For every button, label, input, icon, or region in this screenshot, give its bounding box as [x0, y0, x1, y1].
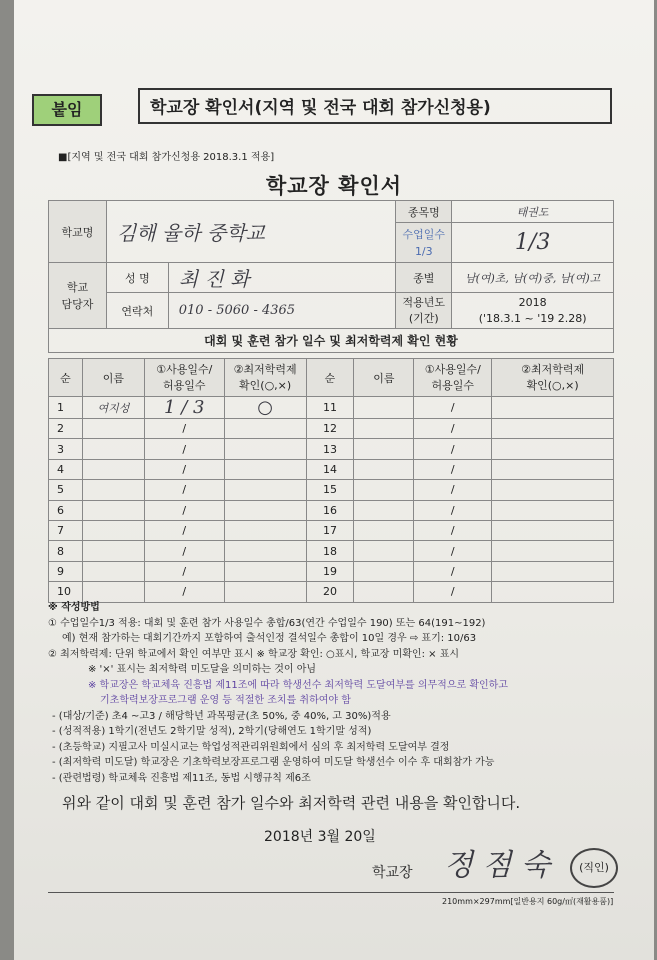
- row-no-2: 20: [306, 582, 354, 602]
- col-days: [144, 359, 224, 397]
- note-2: ② 최저학력제: 단위 학교에서 확인 여부만 표시 ※ 학교장 확인: ○표시, 학교장 미확인: × 표시: [48, 648, 460, 660]
- sport-label: 종목명: [396, 201, 452, 223]
- row-name: [82, 439, 144, 459]
- note-9: - (관련법령) 학교체육 진흥법 제11조, 동법 시행규칙 제6조: [52, 772, 311, 784]
- sport-value: 태권도: [452, 201, 614, 223]
- table-row: [49, 561, 614, 581]
- row-name-2: [354, 439, 414, 459]
- principal-signature: 정 점 숙: [444, 848, 551, 883]
- row-name: [82, 419, 144, 439]
- col-min-1: ②최저학력제: [233, 362, 297, 376]
- row-name: [82, 520, 144, 540]
- table-row: [49, 500, 614, 520]
- name-value: 최 진 화: [168, 263, 396, 293]
- row-name: [82, 459, 144, 479]
- row-no: 5: [49, 480, 83, 500]
- row-mark-2: [492, 419, 614, 439]
- row-mark-2: [492, 459, 614, 479]
- row-name-2: [354, 582, 414, 602]
- staff-label-cell: [49, 263, 107, 329]
- row-name-2: [354, 561, 414, 581]
- row-days: 1 / 3: [144, 397, 224, 419]
- col-days-2b: 허용일수: [431, 378, 474, 392]
- contact-label: 연락처: [106, 293, 168, 329]
- row-days-2: /: [414, 541, 492, 561]
- col-min-b: [492, 359, 614, 397]
- col-min: [224, 359, 306, 397]
- school-label: 학교명: [49, 201, 107, 263]
- header-title: 학교장 확인서(지역 및 전국 대회 참가신청용): [138, 88, 612, 124]
- col-min-2: 확인(○,×): [239, 378, 292, 392]
- row-days-2: /: [414, 582, 492, 602]
- row-no: 4: [49, 459, 83, 479]
- row-mark: [224, 561, 306, 581]
- category-label: 종별: [396, 263, 452, 293]
- row-mark-2: [492, 561, 614, 581]
- note-3: ※ '×' 표시는 최저학력 미도달을 의미하는 것이 아님: [88, 664, 317, 675]
- row-name-2: [354, 480, 414, 500]
- paper-info: 210mm×297mm[일반용지 60g/㎡(재활용품)]: [442, 897, 614, 906]
- table-row: [49, 459, 614, 479]
- row-name: [82, 541, 144, 561]
- row-days-2: /: [414, 561, 492, 581]
- col-no-2: 순: [306, 359, 354, 397]
- row-mark: [224, 419, 306, 439]
- row-mark: [224, 500, 306, 520]
- school-value: 김해 율하 중학교: [106, 201, 395, 263]
- row-no-2: 18: [306, 541, 354, 561]
- document-title: 학교장 확인서: [265, 174, 403, 198]
- year-value-cell: [452, 293, 614, 329]
- row-no: 6: [49, 500, 83, 520]
- col-days-2: 허용일수: [163, 378, 206, 392]
- col-days-1b: ①사용일수/: [424, 362, 481, 376]
- col-min-2b: 확인(○,×): [526, 378, 579, 392]
- table-row: [49, 520, 614, 540]
- row-mark: [224, 541, 306, 561]
- category-value: 남(여)초, 남(여)중, 남(여)고: [452, 263, 614, 293]
- days-ratio: 1/3: [414, 244, 433, 258]
- row-days: /: [144, 419, 224, 439]
- document-page: [14, 0, 654, 960]
- col-days-1: ①사용일수/: [156, 362, 213, 376]
- note-4b: 기초학력보장프로그램 운영 등 적절한 조치를 취하여야 함: [100, 695, 351, 706]
- note-4a: ※ 학교장은 학교체육 진흥법 제11조에 따라 학생선수 최저학력 도달여부를 의무적으로 확인하고: [88, 679, 508, 691]
- table-row: [49, 541, 614, 561]
- row-no: 9: [49, 561, 83, 581]
- row-mark-2: [492, 500, 614, 520]
- col-name: 이름: [82, 359, 144, 397]
- row-days: /: [144, 520, 224, 540]
- row-mark: [224, 459, 306, 479]
- table-row: [49, 582, 614, 602]
- row-mark-2: [492, 439, 614, 459]
- row-no-2: 15: [306, 480, 354, 500]
- name-label: 성 명: [106, 263, 168, 293]
- row-name: [82, 500, 144, 520]
- row-days-2: /: [414, 419, 492, 439]
- row-no-2: 11: [306, 397, 354, 419]
- year-range: ('18.3.1 ~ '19 2.28): [478, 311, 587, 325]
- table-row: [49, 397, 614, 419]
- row-name-2: [354, 520, 414, 540]
- col-name-2: 이름: [354, 359, 414, 397]
- staff-label-1: 학교: [66, 280, 89, 294]
- row-days-2: /: [414, 459, 492, 479]
- row-name-2: [354, 419, 414, 439]
- row-no-2: 17: [306, 520, 354, 540]
- table-row: [49, 480, 614, 500]
- note-5: - (대상/기준) 초4 ~고3 / 해당학년 과목평균(초 50%, 중 40%, 고 30%)적용: [52, 710, 391, 722]
- staff-label-2: 담당자: [61, 297, 94, 311]
- row-mark-2: [492, 541, 614, 561]
- row-days: /: [144, 480, 224, 500]
- row-no-2: 19: [306, 561, 354, 581]
- bottom-divider: [48, 892, 614, 893]
- row-no-2: 13: [306, 439, 354, 459]
- row-name-2: [354, 459, 414, 479]
- days-label-cell: [396, 223, 452, 263]
- row-days: /: [144, 500, 224, 520]
- note-8: - (최저학력 미도달) 학교장은 기초학력보장프로그램 운영하여 미도달 학생선수 이수 후 대회참가 가능: [52, 757, 495, 768]
- official-seal: (직인): [570, 848, 618, 888]
- row-name: [82, 582, 144, 602]
- row-days: /: [144, 582, 224, 602]
- row-name: [82, 480, 144, 500]
- year-label: 적용년도: [402, 295, 446, 309]
- year-label-2: (기간): [408, 311, 439, 325]
- row-no-2: 14: [306, 459, 354, 479]
- row-days-2: /: [414, 480, 492, 500]
- days-value: 1/3: [452, 223, 614, 263]
- row-days: /: [144, 459, 224, 479]
- row-name-2: [354, 500, 414, 520]
- info-table: [48, 200, 614, 353]
- col-no: 순: [49, 359, 83, 397]
- note-6: - (성적적용) 1학기(전년도 2학기말 성적), 2학기(당해연도 1학기말 성적): [52, 726, 372, 737]
- row-mark-2: [492, 520, 614, 540]
- row-days: /: [144, 561, 224, 581]
- row-no: 8: [49, 541, 83, 561]
- row-name-2: [354, 397, 414, 419]
- days-label: 수업일수: [402, 227, 446, 241]
- note-1a: ① 수업일수1/3 적용: 대회 및 훈련 참가 사용일수 총합/63(연간 수업일수 190) 또는 64(191~192): [48, 617, 486, 629]
- row-days: /: [144, 439, 224, 459]
- row-no: 2: [49, 419, 83, 439]
- row-no-2: 16: [306, 500, 354, 520]
- row-days-2: /: [414, 397, 492, 419]
- row-days-2: /: [414, 439, 492, 459]
- row-no: 1: [49, 397, 83, 419]
- row-no: 3: [49, 439, 83, 459]
- contact-value: 010 - 5060 - 4365: [168, 293, 396, 329]
- col-min-1b: ②최저학력제: [521, 362, 585, 376]
- row-days: /: [144, 541, 224, 561]
- table-title: 대회 및 훈련 참가 일수 및 최저학력제 확인 현황: [49, 329, 614, 353]
- issue-date: 2018년 3월 20일: [264, 829, 376, 845]
- year-value: 2018: [518, 295, 547, 309]
- row-name-2: [354, 541, 414, 561]
- row-mark: ○: [224, 397, 306, 419]
- row-mark-2: [492, 480, 614, 500]
- notes-heading: ※ 작성방법: [48, 602, 100, 613]
- row-mark: [224, 582, 306, 602]
- notes-section: [48, 600, 628, 786]
- row-no-2: 12: [306, 419, 354, 439]
- table-row: [49, 439, 614, 459]
- principal-label: 학교장: [372, 865, 413, 881]
- row-mark-2: [492, 397, 614, 419]
- year-label-cell: [396, 293, 452, 329]
- row-no: 7: [49, 520, 83, 540]
- note-1b: 예) 현재 참가하는 대회기간까지 포함하여 출석인정 결석일수 총합이 10일 경우 ⇨ 표기: 10/63: [62, 633, 477, 644]
- row-mark: [224, 439, 306, 459]
- col-days-b: [414, 359, 492, 397]
- row-name: 여지성: [82, 397, 144, 419]
- row-no: 10: [49, 582, 83, 602]
- row-days-2: /: [414, 500, 492, 520]
- note-7: - (초등학교) 지필고사 미실시교는 학업성적관리위원회에서 심의 후 최저학력 도달여부 결정: [52, 741, 450, 753]
- row-name: [82, 561, 144, 581]
- attachment-tag: 붙임: [32, 94, 102, 126]
- row-mark-2: [492, 582, 614, 602]
- row-days-2: /: [414, 520, 492, 540]
- table-row: [49, 419, 614, 439]
- participation-table: [48, 358, 614, 603]
- sub-note: ■[지역 및 전국 대회 참가신청용 2018.3.1 적용]: [58, 152, 275, 163]
- row-mark: [224, 480, 306, 500]
- row-mark: [224, 520, 306, 540]
- confirm-statement: 위와 같이 대회 및 훈련 참가 일수와 최저학력 관련 내용을 확인합니다.: [62, 794, 521, 812]
